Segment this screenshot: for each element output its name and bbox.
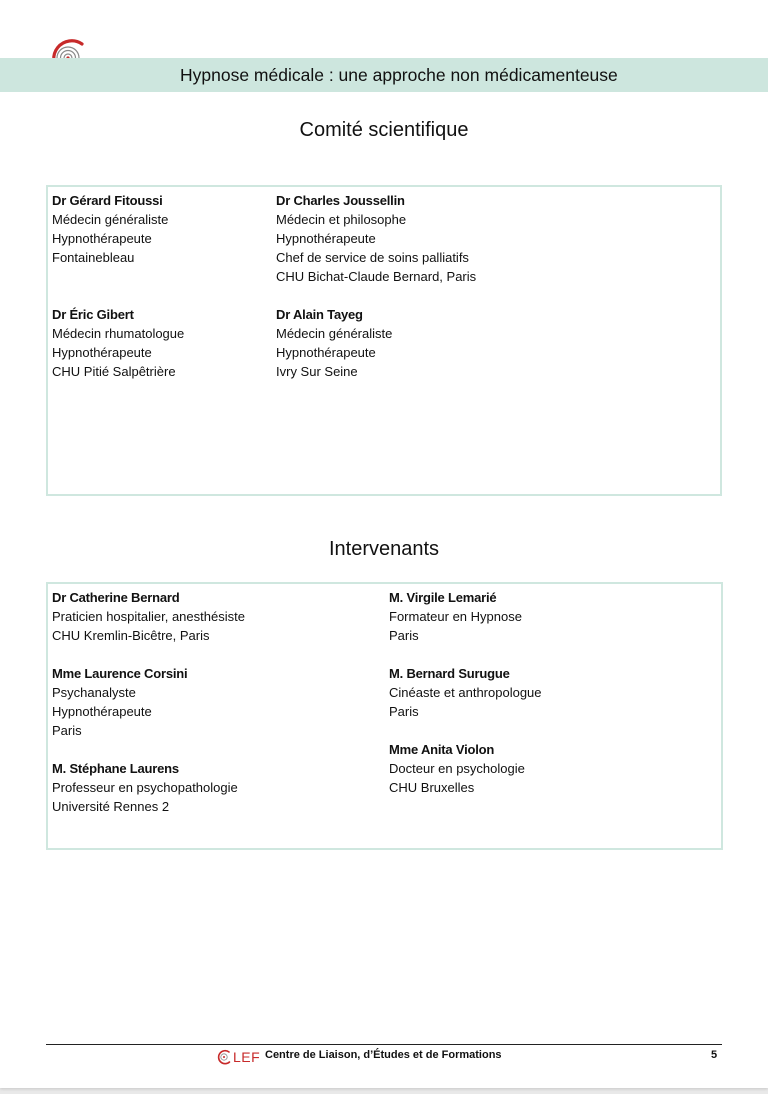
footer-rule bbox=[46, 1044, 722, 1045]
member-line: Médecin généraliste bbox=[276, 326, 393, 341]
comite-member bbox=[276, 191, 476, 286]
intervenant bbox=[389, 740, 525, 797]
member-line: Paris bbox=[389, 628, 419, 643]
member-line: Médecin et philosophe bbox=[276, 212, 407, 227]
member-line: Médecin rhumatologue bbox=[52, 326, 185, 341]
member-line: Praticien hospitalier, anesthésiste bbox=[52, 609, 245, 624]
comite-member bbox=[52, 191, 168, 267]
comite-section-title: Comité scientifique bbox=[299, 119, 469, 141]
member-line: Fontainebleau bbox=[52, 250, 135, 265]
member-line: Chef de service de soins palliatifs bbox=[276, 250, 469, 265]
member-name: M. Bernard Surugue bbox=[389, 666, 510, 681]
member-line: Ivry Sur Seine bbox=[276, 364, 358, 379]
clef-small-logo-icon bbox=[216, 1049, 232, 1065]
member-name: M. Stéphane Laurens bbox=[52, 761, 179, 776]
member-line: Hypnothérapeute bbox=[276, 345, 376, 360]
member-line: CHU Kremlin-Bicêtre, Paris bbox=[52, 628, 210, 643]
member-line: Médecin généraliste bbox=[52, 212, 169, 227]
footer-org-name: Centre de Liaison, d’Études et de Formations bbox=[265, 1049, 502, 1061]
member-line: Hypnothérapeute bbox=[52, 231, 152, 246]
member-line: CHU Pitié Salpêtrière bbox=[52, 364, 176, 379]
member-name: Mme Laurence Corsini bbox=[52, 666, 188, 681]
member-line: Paris bbox=[52, 723, 82, 738]
member-line: Hypnothérapeute bbox=[52, 704, 152, 719]
footer-logo bbox=[216, 1047, 260, 1067]
comite-member bbox=[52, 305, 184, 381]
intervenant bbox=[389, 588, 522, 645]
intervenant bbox=[52, 759, 238, 816]
member-line: Université Rennes 2 bbox=[52, 799, 170, 814]
intervenant bbox=[52, 664, 187, 740]
member-name: Dr Éric Gibert bbox=[52, 307, 134, 322]
intervenant bbox=[52, 588, 245, 645]
intervenant bbox=[389, 664, 542, 721]
member-line: Hypnothérapeute bbox=[52, 345, 152, 360]
footer-logo-text: LEF bbox=[233, 1049, 261, 1065]
member-line: Psychanalyste bbox=[52, 685, 136, 700]
member-line: Cinéaste et anthropologue bbox=[389, 685, 542, 700]
member-line: Formateur en Hypnose bbox=[389, 609, 522, 624]
member-line: Docteur en psychologie bbox=[389, 761, 525, 776]
member-name: M. Virgile Lemarié bbox=[389, 590, 497, 605]
intervenants-section-title: Intervenants bbox=[328, 538, 440, 560]
page-number: 5 bbox=[711, 1049, 718, 1061]
member-line: CHU Bichat-Claude Bernard, Paris bbox=[276, 269, 477, 284]
member-line: Professeur en psychopathologie bbox=[52, 780, 238, 795]
member-name: Dr Gérard Fitoussi bbox=[52, 193, 163, 208]
document-title: Hypnose médicale : une approche non médicamenteuse bbox=[180, 65, 618, 85]
member-name: Dr Charles Joussellin bbox=[276, 193, 405, 208]
member-name: Dr Alain Tayeg bbox=[276, 307, 363, 322]
member-name: Dr Catherine Bernard bbox=[52, 590, 180, 605]
member-line: CHU Bruxelles bbox=[389, 780, 475, 795]
member-name: Mme Anita Violon bbox=[389, 742, 495, 757]
comite-member bbox=[276, 305, 392, 381]
member-line: Paris bbox=[389, 704, 419, 719]
member-line: Hypnothérapeute bbox=[276, 231, 376, 246]
